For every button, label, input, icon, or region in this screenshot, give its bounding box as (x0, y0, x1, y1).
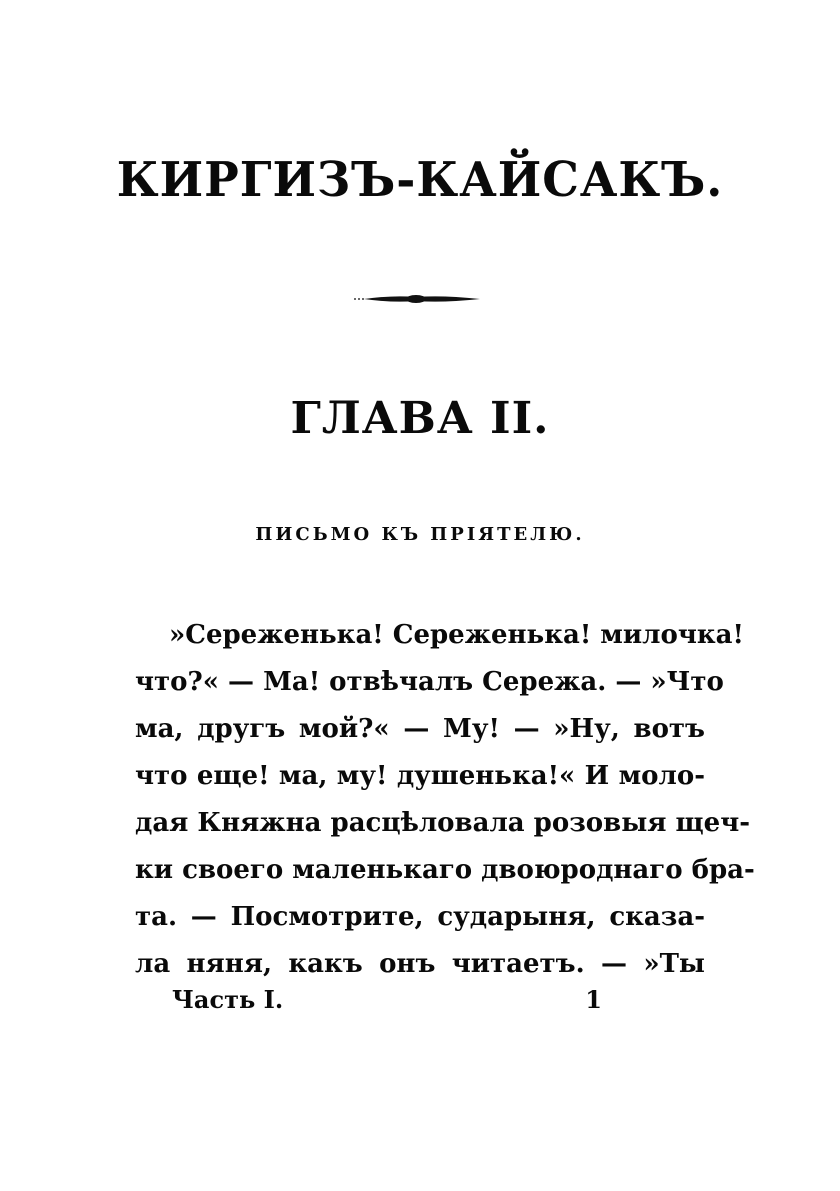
text-line: »Сереженька! Сереженька! милочка! (169, 620, 744, 650)
text-line: та. — Посмотрите, сударыня, сказа- (135, 902, 705, 932)
text-line: что?« — Ма! отвѣчалъ Сережа. — »Что (135, 667, 724, 697)
text-line: ма, другъ мой?« — Му! — »Ну, вотъ (135, 714, 705, 744)
ornament-divider (352, 291, 482, 307)
chapter-heading: ГЛАВА II. (290, 393, 550, 444)
text-line: дая Княжна расцѣловала розовыя щеч- (135, 808, 751, 838)
chapter-subtitle: ПИСЬМО КЪ ПРІЯТЕЛЮ. (255, 524, 585, 545)
text-line: что еще! ма, му! душенька!« И моло- (135, 761, 705, 791)
signature-number: 1 (585, 985, 602, 1014)
text-line: ла няня, какъ онъ читаетъ. — »Ты (135, 949, 705, 979)
signature-label: Часть I. (172, 985, 284, 1014)
page-title: КИРГИЗЪ-КАЙСАКЪ. (116, 152, 724, 208)
body-text (135, 612, 755, 988)
page-footer (172, 980, 602, 1020)
text-line: ки своего маленькаго двоюроднаго бра- (135, 855, 755, 885)
